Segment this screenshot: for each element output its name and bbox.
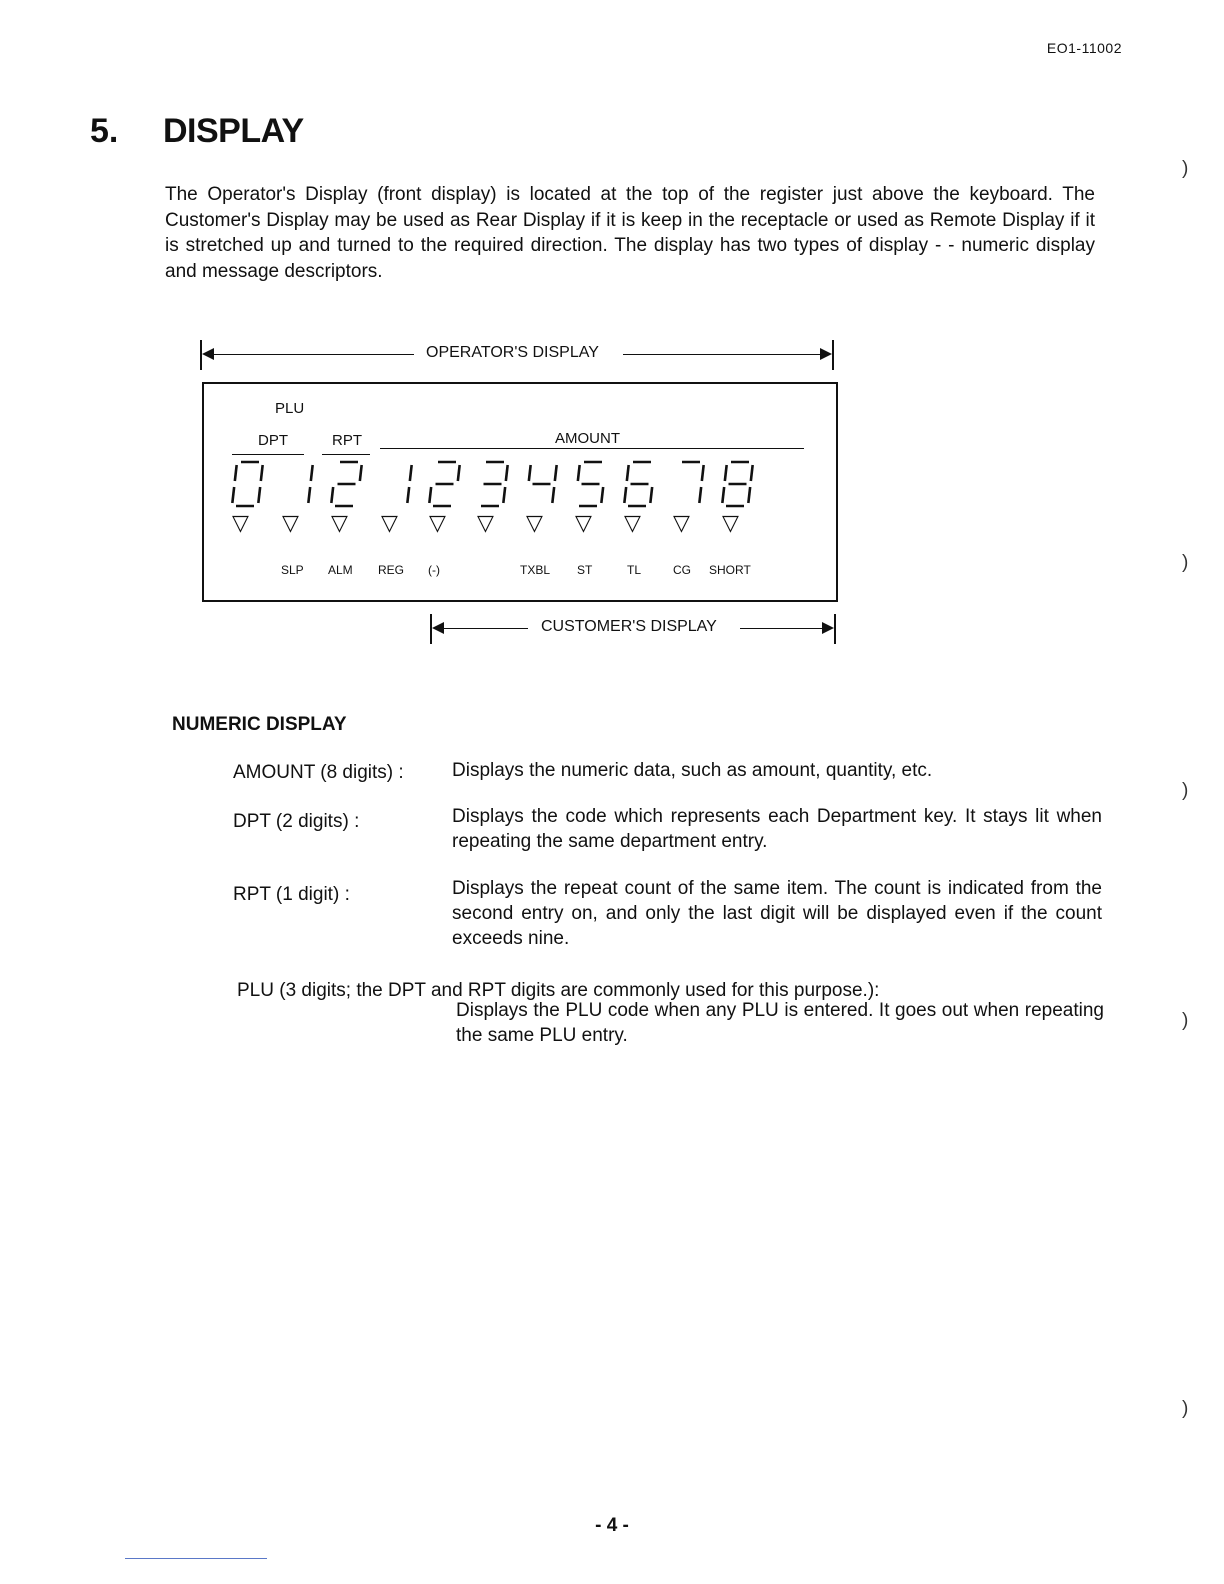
margin-mark: ) [1182,552,1189,573]
digit-segment [458,465,460,481]
indicator-triangle: ▽ [282,510,299,535]
indicator-triangle: ▽ [624,510,641,535]
indicator-triangle: ▽ [526,510,543,535]
seven-segment-digit [481,462,508,506]
digit-segment [552,487,554,503]
digit-segment [529,465,531,481]
section-title: DISPLAY [163,112,304,150]
indicator-triangle: ▽ [575,510,592,535]
seven-segment-digit [308,465,312,503]
digit-segment [699,487,701,503]
digit-segment [650,487,652,503]
descriptor-slp: SLP [281,563,304,577]
descriptor-st: ST [577,563,593,577]
dpt-label: DPT [258,432,288,449]
definition-term-dpt: DPT (2 digits) : [233,811,360,832]
definition-rpt: Displays the repeat count of the same item. The count is indicated from the second entry on, and only the last digit will be displayed even if the count exceeds nine. [452,878,1102,949]
seven-segment-digit [232,462,262,506]
rpt-label: RPT [332,432,362,449]
document-id: EO1-11002 [1046,40,1122,56]
seven-segment-digit [529,465,557,503]
descriptor-tl: TL [627,563,642,577]
seven-segment-digit [331,462,361,506]
digit-segment [702,465,704,481]
margin-mark: ) [1182,1398,1189,1419]
numeric-display-heading: NUMERIC DISPLAY [172,714,347,735]
operators-display-label: OPERATOR'S DISPLAY [426,344,599,361]
seven-segment-digit [578,462,603,506]
indicator-triangle: ▽ [722,510,739,535]
section-number: 5. [90,112,119,150]
digit-segment [261,465,263,481]
plu-label: PLU [275,400,305,417]
descriptor-reg: REG [378,563,405,577]
intro-paragraph: The Operator's Display (front display) is located at the top of the register just above the keyboard. The Customer's Display may be used as Rear Display if it is keep in the receptacle or used as Remote Display if it is stretched up and turned to the required direction. The display has two types of display - - numeric display and message descriptors. [165,184,1095,282]
digit-segment [627,465,629,481]
digit-segment [725,465,727,481]
digit-segment [503,487,505,503]
digit-segment [360,465,362,481]
footer-rule [125,1558,267,1559]
definition-dpt: Displays the code which represents each Department key. It stays lit when repeating the same department entry. [452,806,1102,852]
digit-segment [232,487,234,503]
margin-mark: ) [1182,780,1189,801]
seven-segment-digit [682,462,704,503]
digit-segment [722,487,724,503]
digit-segment [311,465,313,481]
seven-segment-digit [624,462,652,506]
digit-segment [308,487,310,503]
digit-segment [555,465,557,481]
digit-segment [751,465,753,481]
customers-display-label: CUSTOMER'S DISPLAY [541,618,717,635]
customers-display-arrow [430,614,838,644]
digit-segment [258,487,260,503]
digit-segment [506,465,508,481]
digit-segment [601,487,603,503]
digit-segment [429,487,431,503]
seven-segment-digits [0,0,1224,600]
definition-plu: Displays the PLU code when any PLU is entered. It goes out when repeating the same PLU entry. [456,1000,1104,1046]
indicator-triangle: ▽ [673,510,690,535]
indicator-triangle: ▽ [477,510,494,535]
indicator-triangle: ▽ [429,510,446,535]
page-number: - 4 - [595,1515,629,1536]
descriptor-cg: CG [673,563,691,577]
indicator-triangle: ▽ [331,510,348,535]
descriptor-txbl: TXBL [520,563,551,577]
definition-amount: Displays the numeric data, such as amount, quantity, etc. [452,760,933,781]
digit-segment [331,487,333,503]
digit-segment [410,465,412,481]
seven-segment-digit [407,465,411,503]
definition-term-amount: AMOUNT (8 digits) : [233,762,404,783]
descriptor-alm: ALM [328,563,353,577]
indicator-triangle: ▽ [232,510,249,535]
definition-term-rpt: RPT (1 digit) : [233,884,350,905]
margin-mark: ) [1182,158,1189,179]
margin-mark: ) [1182,1010,1189,1031]
seven-segment-digit [722,462,752,506]
definition-term-plu: PLU (3 digits; the DPT and RPT digits are commonly used for this purpose.): [237,980,880,1001]
digit-segment [407,487,409,503]
descriptor-short: SHORT [709,563,751,577]
digit-segment [235,465,237,481]
descriptor-minus: (-) [428,563,440,577]
amount-label: AMOUNT [555,430,620,447]
digit-segment [624,487,626,503]
digit-segment [748,487,750,503]
indicator-triangle: ▽ [381,510,398,535]
seven-segment-digit [429,462,459,506]
digit-segment [578,465,580,481]
